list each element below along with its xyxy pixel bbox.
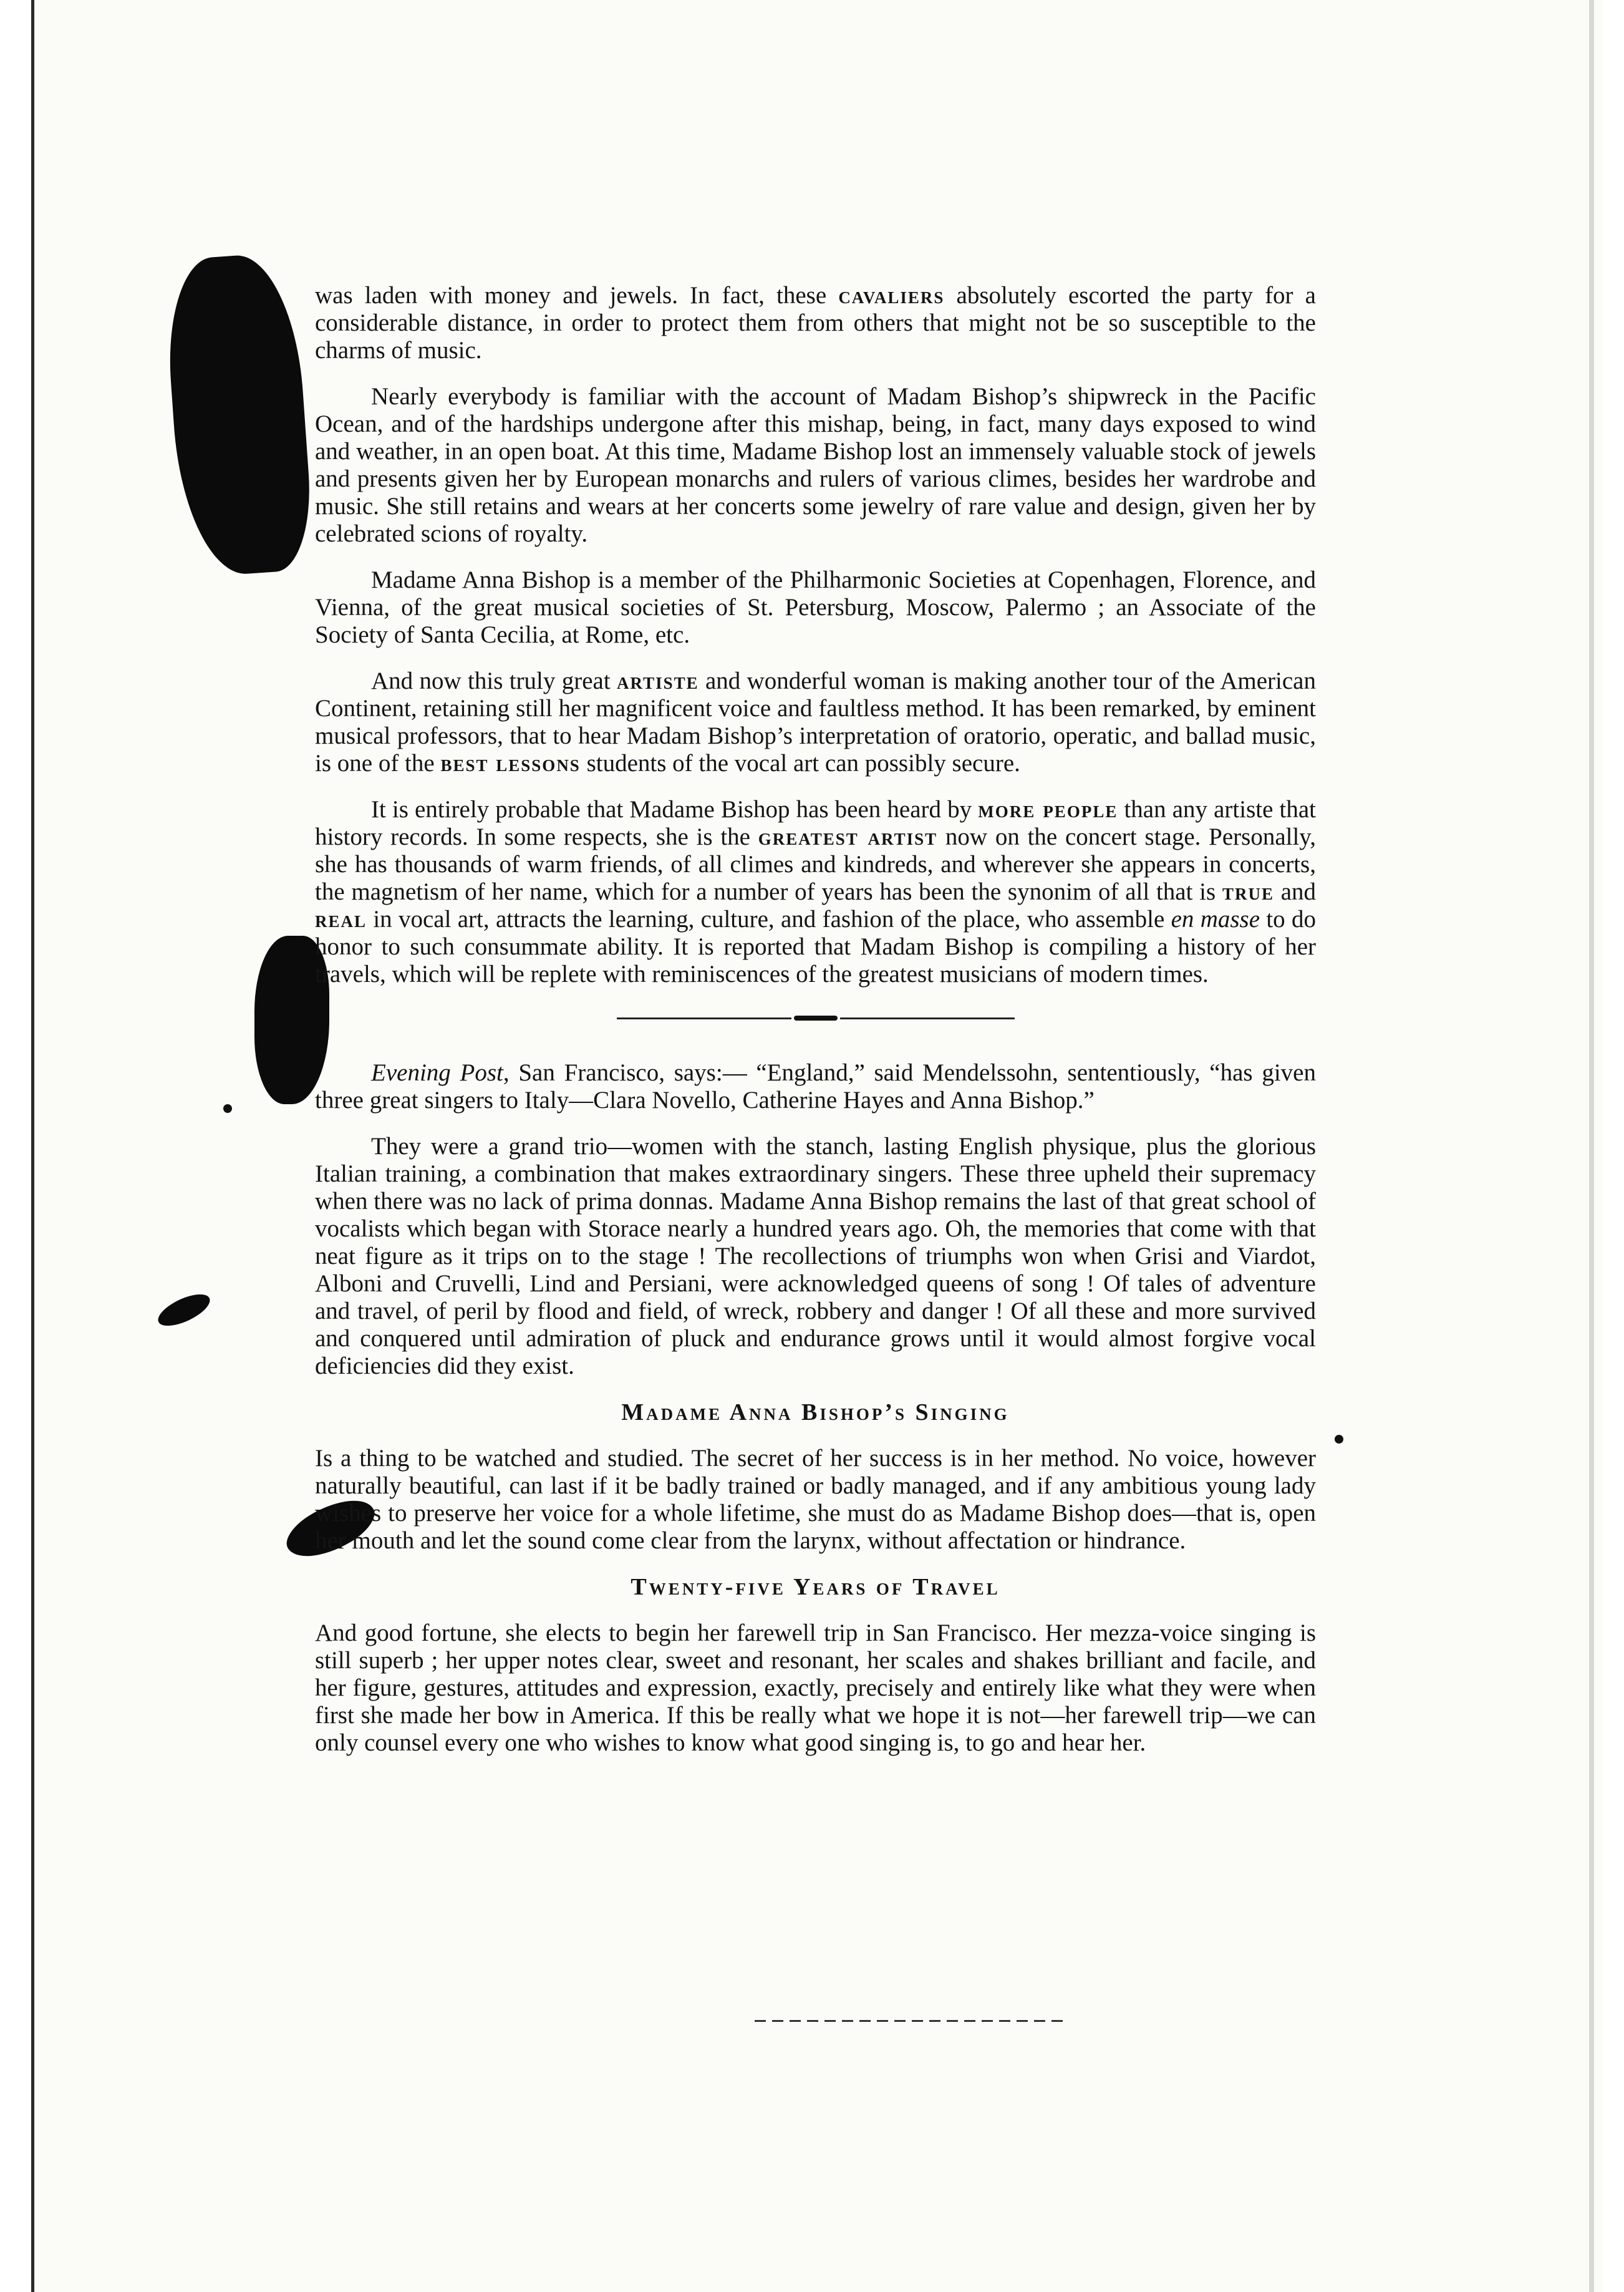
paragraph-tour: [315, 668, 1316, 777]
paragraph-heard-by: [315, 796, 1316, 988]
paragraph-societies: Madame Anna Bishop is a member of the Philharmonic Societies at Copenhagen, Florence, and Vienna, of the great musical societies of St. Petersburg, Moscow, Palermo ; an Associate of the Society of Santa Cecilia, at Rome, etc.: [315, 566, 1316, 648]
paragraph-evening-post: [315, 1059, 1316, 1114]
text-run: than any artiste that history records. In some respects, she is the: [315, 796, 1316, 850]
paragraph-cavaliers: [315, 282, 1316, 364]
emphasis-text: greatest artist: [758, 823, 938, 850]
paragraph-farewell: And good fortune, she elects to begin her farewell trip in San Francisco. Her mezza-voice singing is still superb ; her upper notes clear, sweet and resonant, her scales and shakes brilliant and facile, and her figure, gestures, attitudes and expression, exactly, precisely and entirely like what they were when first she made her bow in America. If this be really what we hope it is not—her farewell trip—we can only counsel every one who wishes to know what good singing is, to go and hear her.: [315, 1619, 1316, 1756]
section-heading-travel: Twenty-five Years of Travel: [631, 1574, 1000, 1600]
divider-line: [617, 1017, 791, 1019]
text-run: and: [1274, 878, 1317, 905]
document-body: [315, 282, 1316, 1775]
text-run: in vocal art, attracts the learning, culture, and fashion of the place, who assemble: [367, 906, 1171, 933]
divider-line: [840, 1017, 1015, 1019]
ink-spot: [223, 1104, 232, 1113]
emphasis-text: true: [1222, 878, 1274, 905]
page-edge: [1589, 0, 1594, 2292]
bottom-rule: [755, 2020, 1066, 2022]
emphasis-text: best lessons: [440, 750, 581, 777]
emphasis-text: cavaliers: [838, 282, 945, 309]
paragraph-shipwreck: Nearly everybody is familiar with the account of Madam Bishop’s shipwreck in the Pacific Ocean, and of the hardships undergone after this mishap, being, in fact, many days exposed to wind and weather, in an open boat. At this time, Madame Bishop lost an immensely valuable stock of jewels and presents given her by European monarchs and rulers of various climes, besides her wardrobe and music. She still retains and wears at her concerts some jewelry of rare value and design, given her by celebrated scions of royalty.: [315, 383, 1316, 547]
text-run: was laden with money and jewels. In fact, these: [315, 282, 839, 309]
divider-ornament: [794, 1016, 838, 1021]
text-run: students of the vocal art can possibly secure.: [580, 750, 1020, 777]
emphasis-text: real: [315, 906, 367, 933]
italic-text: en masse: [1171, 906, 1260, 933]
text-run: and wonderful woman is making another tour of the American Continent, retaining still her magnificent voice and faultless method. It has been remarked, by eminent musical professors, that to hear Madam Bishop’s interpretation of oratorio, operatic, and ballad music, is one of the: [315, 668, 1316, 777]
text-run: now on the concert stage. Personally, she has thousands of warm friends, of all climes and kindreds, and wherever she appears in concerts, the magnetism of her name, which for a number of years has been the synonim of all that is: [315, 823, 1317, 905]
text-run: , San Francisco, says:— “England,” said Mendelssohn, sententiously, “has given three great singers to Italy—Clara Novello, Catherine Hayes and Anna Bishop.”: [315, 1059, 1316, 1114]
emphasis-text: more people: [978, 796, 1118, 823]
publication-name: Evening Post: [371, 1059, 503, 1086]
text-run: absolutely escorted the party for a considerable distance, in order to protect them from others that might not be so susceptible to the charms of music.: [315, 282, 1316, 364]
ornamental-divider: [315, 1012, 1316, 1024]
text-run: And now this truly great: [371, 668, 617, 694]
ink-spot: [1335, 1435, 1343, 1444]
text-run: It is entirely probable that Madame Bishop has been heard by: [371, 796, 979, 823]
paragraph-method: Is a thing to be watched and studied. The secret of her success is in her method. No voice, however naturally beautiful, can last if it be badly trained or badly managed, and if any ambitious young lady wishes to preserve her voice for a whole lifetime, she must do as Madame Bishop does—that is, open her mouth and let the sound come clear from the larynx, without affectation or hindrance.: [315, 1445, 1316, 1554]
section-heading-singing: Madame Anna Bishop’s Singing: [621, 1399, 1010, 1425]
paragraph-grand-trio: They were a grand trio—women with the stanch, lasting English physique, plus the glorious Italian training, a combination that makes extraordinary singers. These three upheld their supremacy when there was no lack of prima donnas. Madame Anna Bishop remains the last of that great school of vocalists which began with Storace nearly a hundred years ago. Oh, the memories that come with that neat figure as it trips on to the stage ! The recollections of triumphs won when Grisi and Viardot, Alboni and Cruvelli, Lind and Persiani, were acknowledged queens of song ! Of tales of adventure and travel, of peril by flood and field, of wreck, robbery and danger ! Of all these and more survived and conquered until admiration of pluck and endurance grows until it would almost forgive vocal deficiencies did they exist.: [315, 1133, 1316, 1379]
text-run: to do honor to such consummate ability. It is reported that Madam Bishop is compiling a history of her travels, which will be replete with reminiscences of the greatest musicians of modern times.: [315, 906, 1316, 988]
emphasis-text: artiste: [617, 668, 699, 694]
